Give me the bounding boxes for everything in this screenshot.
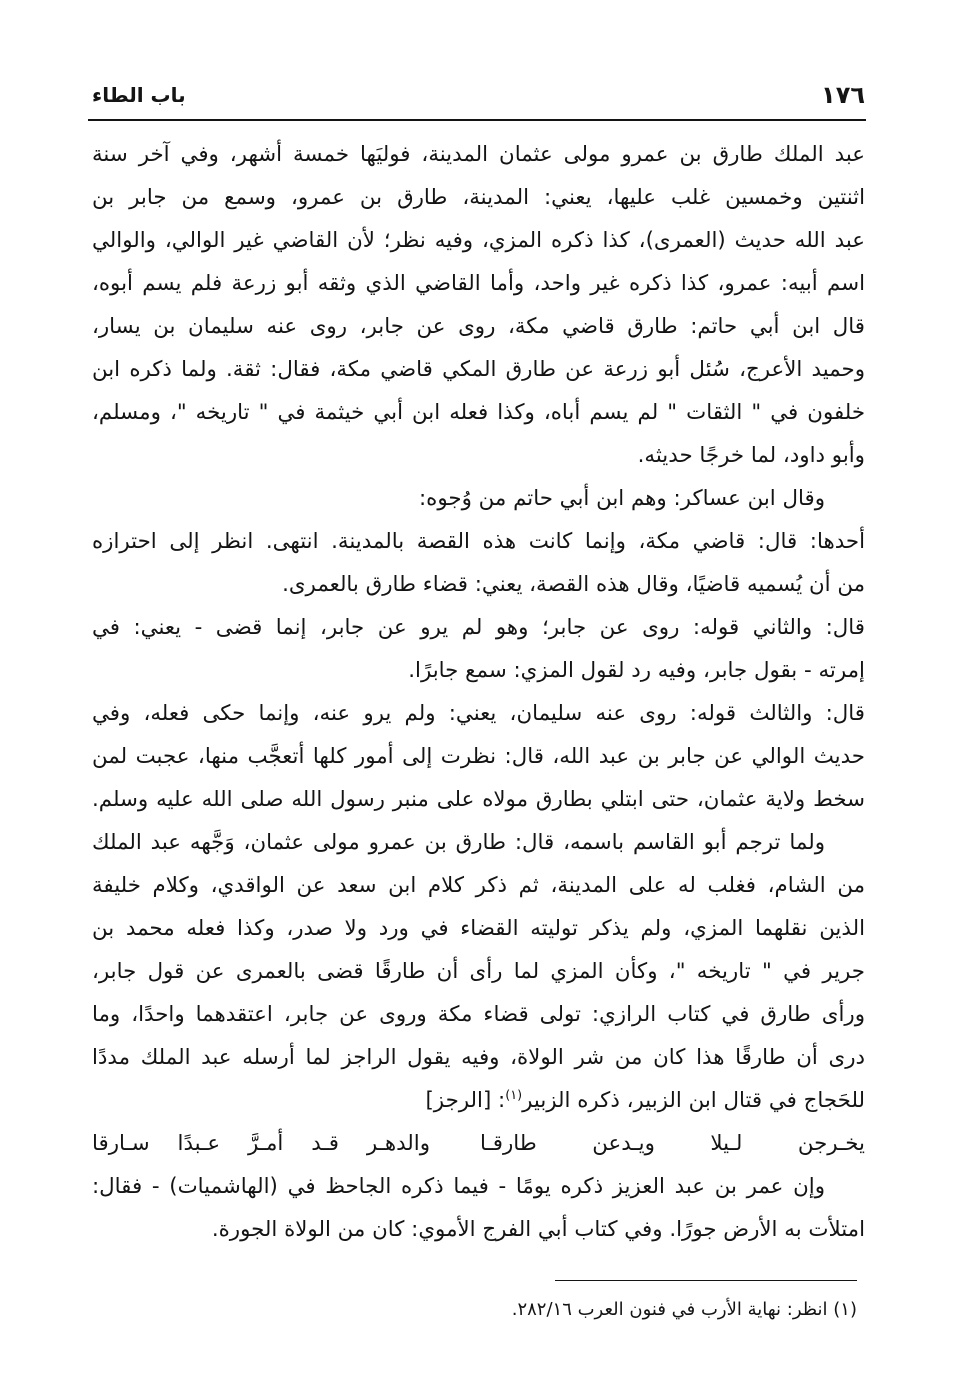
poem-second-hemistich: والدهـر قـد أمـرَّ عـبدًا سـارقا: [92, 1131, 430, 1156]
text-line: إمرته - بقول جابر، وفيه رد لقول المزي: سمع جابرًا.: [408, 658, 865, 683]
text-line: عبد الملك طارق بن عمرو مولى عثمان المدينة، فوليَها خمسة أشهر، وفي آخر سنة: [92, 142, 865, 167]
footnote-rule: [555, 1280, 857, 1281]
text-line: من الشام، فغلب له على المدينة، ثم ذكر كلام ابن سعد عن الواقدي، وكلام خليفة: [92, 873, 865, 898]
text-line: أحدها: قال: قاضي مكة، وإنما كانت هذه القصة بالمدينة. انتهى. انظر إلى احترازه: [92, 529, 865, 554]
text-line: اثنتين وخمسين غلب عليها، يعني: المدينة، طارق بن عمرو، وسمع من جابر بن: [92, 185, 865, 210]
text-line: الذين نقلهما المزي، ولم يذكر توليته القضاء في ورد ولا صدر، وكذا فعله محمد بن: [92, 916, 865, 941]
main-text: [92, 133, 865, 1251]
text-line: وحميد الأعرج، سُئل أبو زرعة عن طارق المكي قاضي مكة، فقال: ثقة. ولما ذكره ابن: [92, 357, 865, 382]
text-line: من أن يُسميه قاضيًا، وقال هذه القصة، يعني: قضاء طارق بالعمرى.: [282, 572, 865, 597]
text-line: ورأى طارق في كتاب الرازي: تولى قضاء مكة وروى عن جابر، اعتقدهما واحدًا، وما: [92, 1002, 865, 1027]
footnote-marker: (١): [505, 1087, 523, 1103]
text-line: وإن عمر بن عبد العزيز ذكره يومًا - فيما ذكره الجاحظ في (الهاشميات) - فقال:: [92, 1174, 825, 1199]
text-line: وأبو داود، لما خرجًا حديثه.: [637, 443, 865, 468]
poem-first-hemistich: يخـرجن لـيلا ويـدعن طارقـا: [480, 1131, 865, 1156]
text-line: درى أن طارقًا هذا كان من شر الولاة، وفيه يقول الراجز لما أرسله عبد الملك مددًا: [92, 1045, 865, 1070]
meter-label: : [الرجز]: [425, 1088, 506, 1113]
text-line: اسم أبيه: عمرو، كذا ذكره غير واحد، وأما القاضي الذي وثقه أبو زرعة فلم يسم أبوه،: [92, 271, 865, 296]
text-line: قال: والثالث قوله: روى عنه سليمان، يعني: ولم يرو عنه، وإنما حكى فعله، وفي: [92, 701, 865, 726]
text-line: جرير في " تاريخه "، وكأن المزي لما رأى أن طارقًا قضى بالعمرى عن قول جابر،: [92, 959, 865, 984]
citation-line: [92, 1079, 865, 1122]
running-header: [92, 78, 865, 112]
text-line: قال: والثاني قوله: روى عن جابر؛ وهو لم يرو عن جابر، إنما قضى - يعني: في: [92, 615, 865, 640]
chapter-title: باب الطاء: [92, 83, 186, 107]
text-line: خلفون في " الثقات " لم يسم أباه، وكذا فعله ابن أبي خيثمة في " تاريخه "، ومسلم،: [92, 400, 865, 425]
text-line: عبد الله حديث (العمرى)، كذا ذكره المزي، وفيه نظر؛ لأن القاضي غير الوالي، والوالي: [92, 228, 865, 253]
text-line: وقال ابن عساكر: وهم ابن أبي حاتم من وُجوه:: [419, 486, 825, 511]
text-line: ولما ترجم أبو القاسم باسمه، قال: طارق بن عمرو مولى عثمان، وَجَّهه عبد الملك: [92, 830, 825, 855]
text-line: امتلأت به الأرض جورًا. وفي كتاب أبي الفرج الأموي: كان من الولاة الجورة.: [211, 1217, 865, 1242]
text-line: حديث الوالي عن جابر بن عبد الله، قال: نظرت إلى أمور كلها أتعجَّب منها، عجبت لمن: [92, 744, 865, 769]
poem-verse: [92, 1122, 865, 1165]
page-number: ١٧٦: [821, 81, 865, 109]
footnote: (١) انظر: نهاية الأرب في فنون العرب ٢٨٢/١٦.: [511, 1299, 857, 1320]
text-line: سخط ولاية عثمان، حتى ابتلي بطارق مولاه على منبر رسول الله صلى الله عليه وسلم.: [92, 787, 865, 812]
citation-text: للحَجاج في قتال ابن الزبير، ذكره الزبير: [522, 1088, 865, 1113]
text-line: قال ابن أبي حاتم: طارق قاضي مكة، روى عن جابر، روى عنه سليمان بن يسار،: [92, 314, 865, 339]
header-rule: [88, 119, 866, 121]
